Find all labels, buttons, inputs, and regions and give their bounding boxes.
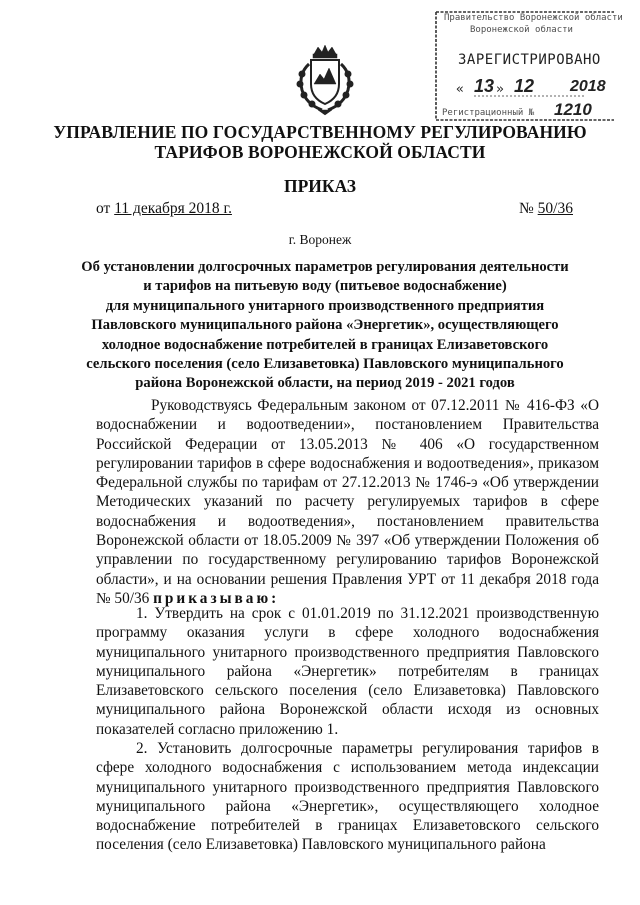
title-line: Павловского муниципального района «Энергетик», осуществляющего <box>91 317 559 334</box>
document-title <box>70 258 580 394</box>
order-item-1: 1. Утвердить на срок с 01.01.2019 по 31.12.2021 производственную программу оказания услуги в сфере холодного водоснабжения муниципального унитарного производственного предприятия Павловского муниципального района «Энергетик» потребителям в границах Елизаветовского сельского поселения (село Елизаветовка) Павловского муниципального района Воронежской области исходя из основных показателей согласно приложению 1. <box>96 605 599 738</box>
stamp-date-day: 13 <box>474 76 495 96</box>
order-date-prefix: от <box>96 200 111 217</box>
title-line: холодное водоснабжение потребителей в границах Елизаветовского <box>101 336 549 353</box>
preamble-text: Руководствуясь Федеральным законом от 07.12.2011 № 416-ФЗ «О водоснабжении и водоотведении», постановлением Правительства Российской Федерации от 13.05.2013 № 406 «О государственном регулировании тарифов в сфере водоснабжения и водоотведения», приказом Федеральной службы по тарифам от 27.12.2013 № 1746-э «Об утверждении Методических указаний по расчету регулируемых тарифов в сфере водоснабжения и водоотведения», постановлением правительства Воронежской области от 18.05.2009 № 397 «Об утверждении Положения об управлении по государственному регулированию тарифов Воронежской области», и на основании решения Правления УРТ от 11 декабря 2018 года № 50/36 <box>96 397 599 607</box>
stamp-status: ЗАРЕГИСТРИРОВАНО <box>458 52 601 68</box>
title-line: Об установлении долгосрочных параметров регулирования деятельности <box>81 259 569 275</box>
order-number <box>519 200 573 218</box>
stamp-line-2: Воронежской области <box>470 25 573 35</box>
document-type: ПРИКАЗ <box>283 176 357 196</box>
stamp-date-quote-close: » <box>496 82 504 97</box>
title-line: сельского поселения (село Елизаветовка) Павловского муниципального <box>86 356 564 373</box>
preamble-command: приказываю: <box>153 589 280 607</box>
org-name-line-2: ТАРИФОВ ВОРОНЕЖСКОЙ ОБЛАСТИ <box>154 142 486 162</box>
order-item-2: 2. Установить долгосрочные параметры регулирования тарифов в сфере холодного водоснабжения с использованием метода индексации муниципального унитарного производственного предприятия Павловского муниципального района «Энергетик», осуществляющего холодное водоснабжение потребителей в границах Елизаветовского сельского поселения (село Елизаветовка) Павловского муниципального района <box>96 740 599 854</box>
order-date-value: 11 декабря 2018 г. <box>114 200 232 217</box>
coat-of-arms-emblem <box>296 44 354 116</box>
stamp-date-month: 12 <box>514 76 535 96</box>
stamp-reg-label: Регистрационный № <box>442 108 535 118</box>
title-line: для муниципального унитарного производственного предприятия <box>105 297 545 314</box>
stamp-reg-number: 1210 <box>554 100 592 119</box>
city: г. Воронеж <box>288 232 352 247</box>
preamble-paragraph <box>96 396 599 608</box>
title-line: и тарифов на питьевую воду (питьевое водоснабжение) <box>143 278 507 295</box>
stamp-date-year: 2018 <box>570 78 606 95</box>
stamp-date-quote-open: « <box>456 82 464 97</box>
org-name-line-1: УПРАВЛЕНИЕ ПО ГОСУДАРСТВЕННОМУ РЕГУЛИРОВАНИЮ <box>53 122 587 142</box>
stamp-line-1: Правительство Воронежской области <box>444 13 623 23</box>
order-number-prefix: № <box>519 200 534 217</box>
order-date <box>96 200 232 218</box>
order-number-value: 50/36 <box>537 200 573 217</box>
registration-stamp <box>422 8 623 126</box>
title-line: района Воронежской области, на период 2019 - 2021 годов <box>135 375 515 392</box>
